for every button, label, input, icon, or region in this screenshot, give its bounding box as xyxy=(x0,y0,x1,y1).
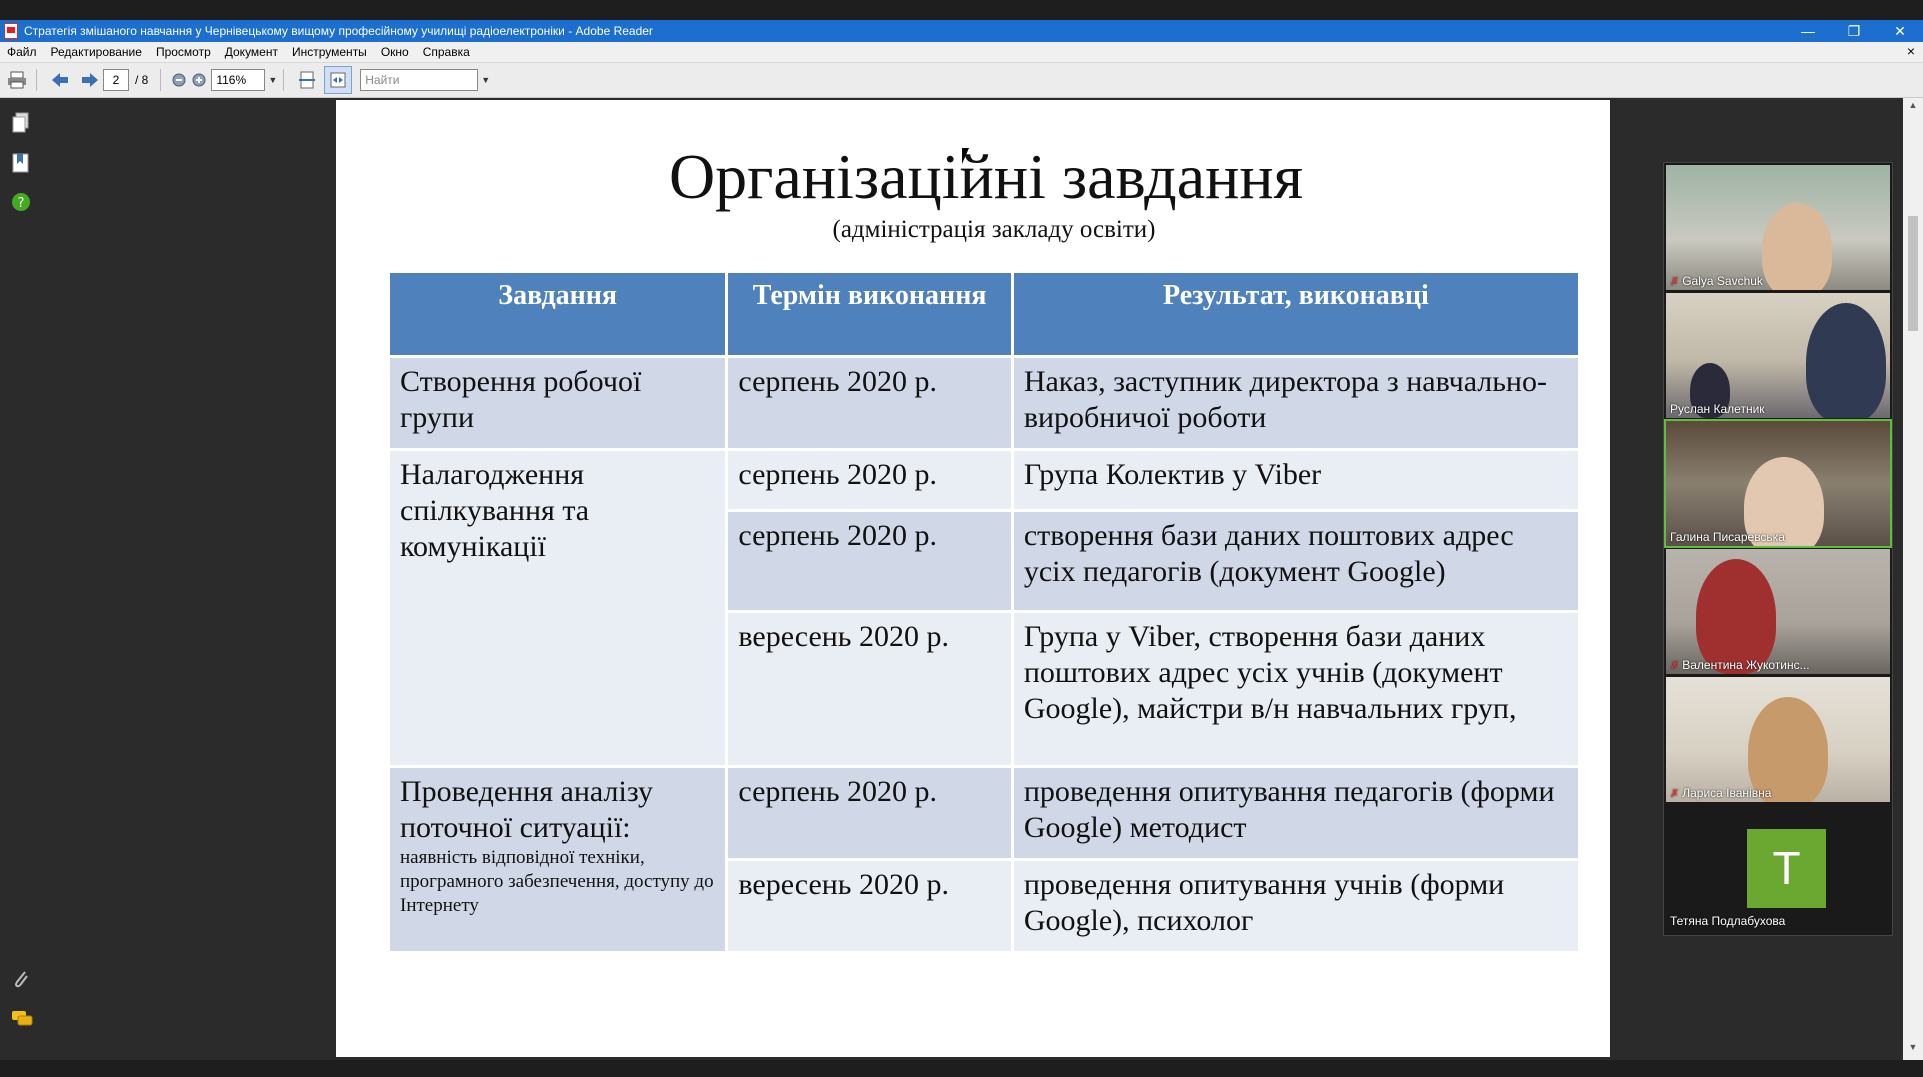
zoom-out-icon[interactable] xyxy=(171,67,187,93)
term-cell: серпень 2020 р. xyxy=(727,357,1012,450)
mouse-cursor-icon xyxy=(962,148,976,164)
result-cell: Наказ, заступник директора з навчально-виробничої роботи xyxy=(1012,357,1579,450)
toolbar-divider xyxy=(36,69,37,91)
participant-tile[interactable] xyxy=(1666,421,1890,546)
task-text: Створення робочої групи xyxy=(400,365,642,434)
menu-bar xyxy=(0,42,1923,63)
term-cell: вересень 2020 р. xyxy=(727,612,1012,767)
header-term: Термін виконання xyxy=(727,272,1012,357)
adobe-reader-icon xyxy=(4,23,18,39)
toolbar-divider xyxy=(160,69,161,91)
muted-mic-icon: ✗ xyxy=(1670,276,1680,288)
table-row xyxy=(389,450,1580,511)
participant-name: Galya Savchuk xyxy=(1682,274,1763,288)
page-total: / 8 xyxy=(135,73,149,87)
menu-view[interactable]: Просмотр xyxy=(155,45,211,59)
menu-file[interactable]: Файл xyxy=(7,45,37,59)
pages-icon[interactable] xyxy=(11,112,33,134)
zoom-level-input[interactable]: 116% xyxy=(211,69,265,91)
muted-mic-icon: ✗ xyxy=(1670,788,1680,800)
top-strip xyxy=(0,0,1923,20)
window-title: Стратегія змішаного навчання у Чернівецькому вищому професійному училищі радіоелектроніки - Adobe Reader xyxy=(24,24,653,38)
toolbar-divider xyxy=(283,69,284,91)
header-result: Результат, виконавці xyxy=(1012,272,1579,357)
window-controls xyxy=(1785,20,1923,42)
participant-tile[interactable] xyxy=(1666,805,1890,930)
scroll-up-icon[interactable]: ▲ xyxy=(1908,100,1918,110)
print-icon[interactable] xyxy=(4,67,30,93)
participant-name: Руслан Калетник xyxy=(1670,402,1765,416)
slide-title: Організаційні завдання xyxy=(668,141,1304,212)
previous-page-icon[interactable] xyxy=(47,67,73,93)
minimize-button[interactable]: — xyxy=(1801,23,1815,39)
slide-page xyxy=(336,100,1610,1057)
participant-video xyxy=(1762,203,1832,290)
restore-button[interactable]: ❐ xyxy=(1847,23,1861,39)
navigation-panel xyxy=(0,98,44,1060)
task-cell xyxy=(389,357,727,450)
close-button[interactable]: ✕ xyxy=(1894,23,1906,39)
bookmarks-icon[interactable] xyxy=(11,152,33,174)
participant-avatar: T xyxy=(1747,829,1826,908)
scroll-thumb[interactable] xyxy=(1908,216,1918,331)
search-input[interactable]: Найти xyxy=(360,69,478,91)
task-cell xyxy=(389,450,727,767)
participant-name: Валентина Жукотинс... xyxy=(1682,658,1810,672)
result-cell: проведення опитування педагогів (форми Google) методист xyxy=(1012,767,1579,860)
participant-tile[interactable] xyxy=(1666,677,1890,802)
muted-mic-icon: ✗ xyxy=(1670,660,1680,672)
term-cell: вересень 2020 р. xyxy=(727,860,1012,953)
vertical-scrollbar[interactable] xyxy=(1903,98,1923,1060)
result-cell: створення бази даних поштових адрес усіх педагогів (документ Google) xyxy=(1012,511,1579,612)
term-cell: серпень 2020 р. xyxy=(727,511,1012,612)
svg-text:?: ? xyxy=(17,196,25,211)
participant-video xyxy=(1806,303,1886,418)
result-cell: Група Колектив у Viber xyxy=(1012,450,1579,511)
menu-help[interactable]: Справка xyxy=(422,45,470,59)
participant-tile[interactable] xyxy=(1666,549,1890,674)
result-cell: Група у Viber, створення бази даних поштових адрес усіх учнів (документ Google), майстри в/н навчальних груп, xyxy=(1012,612,1579,767)
help-icon[interactable] xyxy=(11,192,33,214)
result-cell: проведення опитування учнів (форми Google), психолог xyxy=(1012,860,1579,953)
menu-window[interactable]: Окно xyxy=(380,45,409,59)
participant-video xyxy=(1696,559,1776,674)
menu-edit[interactable]: Редактирование xyxy=(50,45,142,59)
fit-page-icon[interactable] xyxy=(294,67,320,93)
slide-subtitle: (адміністрація закладу освіти) xyxy=(832,216,1156,243)
title-bar xyxy=(0,20,1923,42)
term-cell: серпень 2020 р. xyxy=(727,767,1012,860)
table-header-row xyxy=(389,272,1580,357)
header-task: Завдання xyxy=(389,272,727,357)
term-cell: серпень 2020 р. xyxy=(727,450,1012,511)
participant-name: Галина Писаревська xyxy=(1670,530,1785,544)
comments-icon[interactable] xyxy=(11,1010,33,1032)
fit-width-icon[interactable] xyxy=(324,66,352,94)
task-cell xyxy=(389,767,727,953)
menu-document[interactable]: Документ xyxy=(224,45,278,59)
table-row xyxy=(389,767,1580,860)
task-text: Налагодження спілкування та комунікації xyxy=(400,458,590,563)
participant-name: Тетяна Подлабухова xyxy=(1670,914,1786,928)
tasks-table xyxy=(387,270,1581,954)
menu-tools[interactable]: Инструменты xyxy=(291,45,367,59)
task-note: наявність відповідної техніки, програмного забезпечення, доступу до Інтернету xyxy=(400,847,714,916)
next-page-icon[interactable] xyxy=(77,67,103,93)
toolbar xyxy=(0,63,1923,98)
page-number-input[interactable]: 2 xyxy=(103,69,129,91)
task-text: Проведення аналізу поточної ситуації: xyxy=(400,775,654,844)
table-row xyxy=(389,357,1580,450)
participant-tile[interactable] xyxy=(1666,165,1890,290)
participant-name: Лариса Іванівна xyxy=(1682,786,1772,800)
scroll-down-icon[interactable]: ▼ xyxy=(1908,1042,1918,1052)
participant-tile[interactable] xyxy=(1666,293,1890,418)
zoom-dropdown-icon[interactable]: ▼ xyxy=(268,75,278,85)
close-document-button[interactable]: × xyxy=(1906,43,1915,59)
video-participants-panel xyxy=(1663,162,1893,936)
bottom-strip xyxy=(0,1060,1923,1077)
attachment-icon[interactable] xyxy=(11,968,33,990)
search-dropdown-icon[interactable]: ▼ xyxy=(481,75,491,85)
zoom-in-icon[interactable] xyxy=(191,67,207,93)
